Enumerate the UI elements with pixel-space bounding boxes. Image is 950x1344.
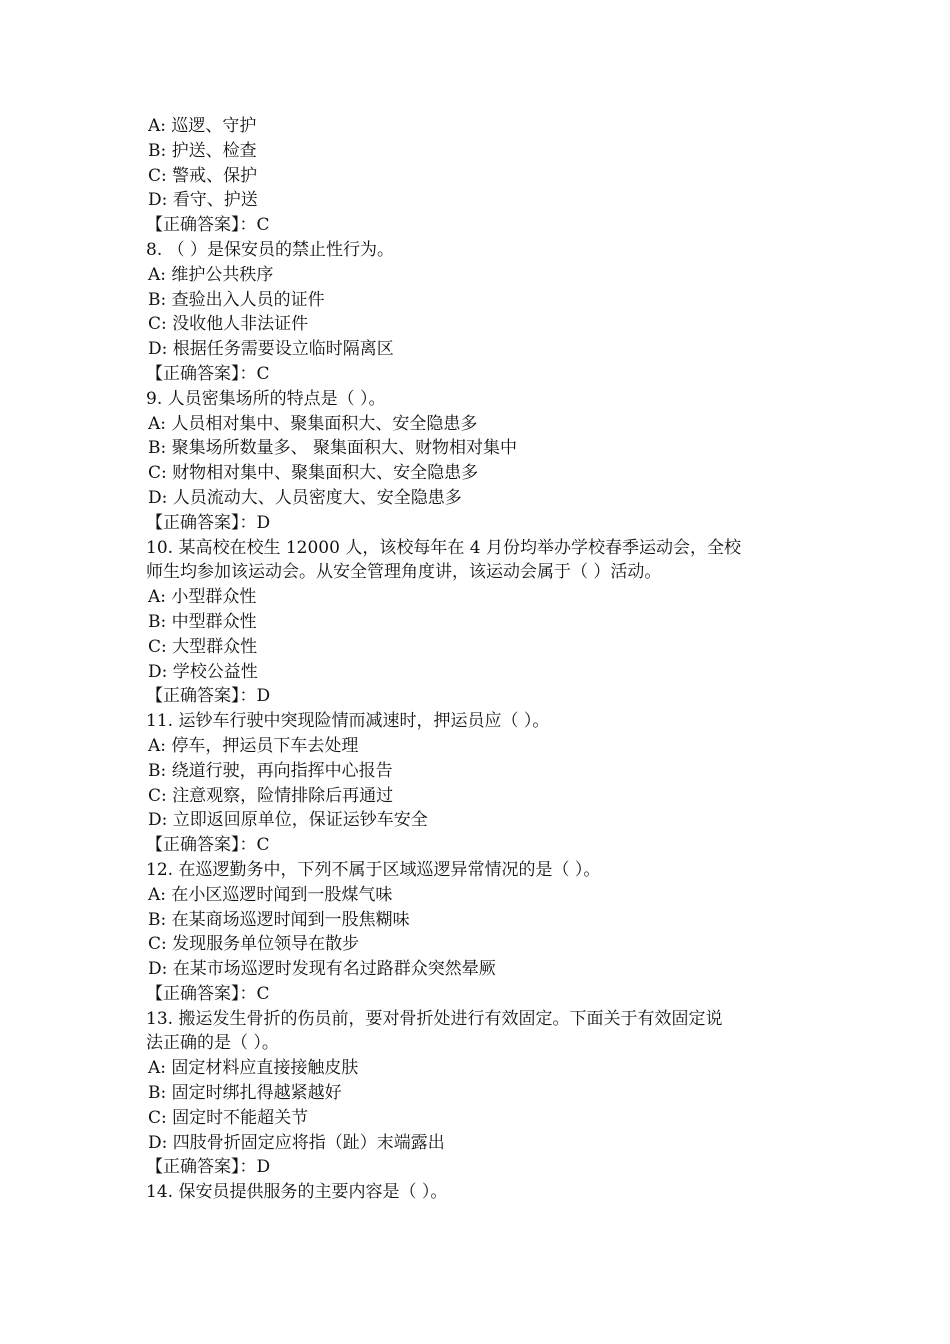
option-line: C: 警戒、保护 xyxy=(148,165,258,186)
option-line: A: 人员相对集中、聚集面积大、安全隐患多 xyxy=(148,413,478,434)
option-line: B: 绕道行驶，再向指挥中心报告 xyxy=(148,760,393,781)
answer-line: 【正确答案】：C xyxy=(146,835,270,856)
option-line: D: 四肢骨折固定应将指（趾）末端露出 xyxy=(148,1132,445,1153)
option-line: C: 发现服务单位领导在散步 xyxy=(148,934,360,955)
option-line: C: 固定时不能超关节 xyxy=(148,1107,309,1128)
option-line: D: 看守、护送 xyxy=(148,190,258,211)
question-continuation-line: 师生均参加该运动会。从安全管理角度讲，该运动会属于（ ）活动。 xyxy=(146,562,662,583)
option-line: B: 查验出入人员的证件 xyxy=(148,289,325,310)
option-line: D: 根据任务需要设立临时隔离区 xyxy=(148,339,394,360)
option-line: D: 人员流动大、人员密度大、安全隐患多 xyxy=(148,487,462,508)
option-line: B: 中型群众性 xyxy=(148,611,257,632)
option-line: B: 聚集场所数量多、 聚集面积大、财物相对集中 xyxy=(148,438,518,459)
option-line: A: 停车，押运员下车去处理 xyxy=(148,735,359,756)
option-line: C: 没收他人非法证件 xyxy=(148,314,309,335)
question-continuation-line: 法正确的是（ ）。 xyxy=(146,1033,279,1054)
option-line: B: 护送、检查 xyxy=(148,140,257,161)
option-line: B: 在某商场巡逻时闻到一股焦糊味 xyxy=(148,909,410,930)
option-line: B: 固定时绑扎得越紧越好 xyxy=(148,1083,342,1104)
option-line: A: 维护公共秩序 xyxy=(148,264,274,285)
option-line: A: 在小区巡逻时闻到一股煤气味 xyxy=(148,884,393,905)
option-line: D: 立即返回原单位，保证运钞车安全 xyxy=(148,810,428,831)
answer-line: 【正确答案】：C xyxy=(146,215,270,236)
option-line: A: 固定材料应直接接触皮肤 xyxy=(148,1058,359,1079)
question-line: 8. （ ）是保安员的禁止性行为。 xyxy=(146,239,395,260)
question-line: 14. 保安员提供服务的主要内容是（ ）。 xyxy=(146,1182,448,1203)
option-line: D: 学校公益性 xyxy=(148,661,258,682)
answer-line: 【正确答案】：C xyxy=(146,363,270,384)
answer-line: 【正确答案】：D xyxy=(146,1157,271,1178)
question-line: 10. 某高校在校生 12000 人，该校每年在 4 月份均举办学校春季运动会，全校 xyxy=(146,537,741,558)
question-line: 12. 在巡逻勤务中，下列不属于区域巡逻异常情况的是（ ）。 xyxy=(146,859,601,880)
question-line: 13. 搬运发生骨折的伤员前，要对骨折处进行有效固定。下面关于有效固定说 xyxy=(146,1008,723,1029)
answer-line: 【正确答案】：D xyxy=(146,512,271,533)
question-line: 11. 运钞车行驶中突现险情而减速时，押运员应（ ）。 xyxy=(146,711,550,732)
option-line: C: 大型群众性 xyxy=(148,636,258,657)
option-line: A: 巡逻、守护 xyxy=(148,116,257,136)
option-line: D: 在某市场巡逻时发现有名过路群众突然晕厥 xyxy=(148,959,496,980)
answer-line: 【正确答案】：C xyxy=(146,983,270,1004)
option-line: C: 财物相对集中、聚集面积大、安全隐患多 xyxy=(148,463,479,484)
option-line: C: 注意观察，险情排除后再通过 xyxy=(148,785,394,806)
answer-line: 【正确答案】：D xyxy=(146,686,271,707)
option-line: A: 小型群众性 xyxy=(148,587,257,608)
question-line: 9. 人员密集场所的特点是（ ）。 xyxy=(146,388,386,409)
document-page xyxy=(146,114,806,1205)
